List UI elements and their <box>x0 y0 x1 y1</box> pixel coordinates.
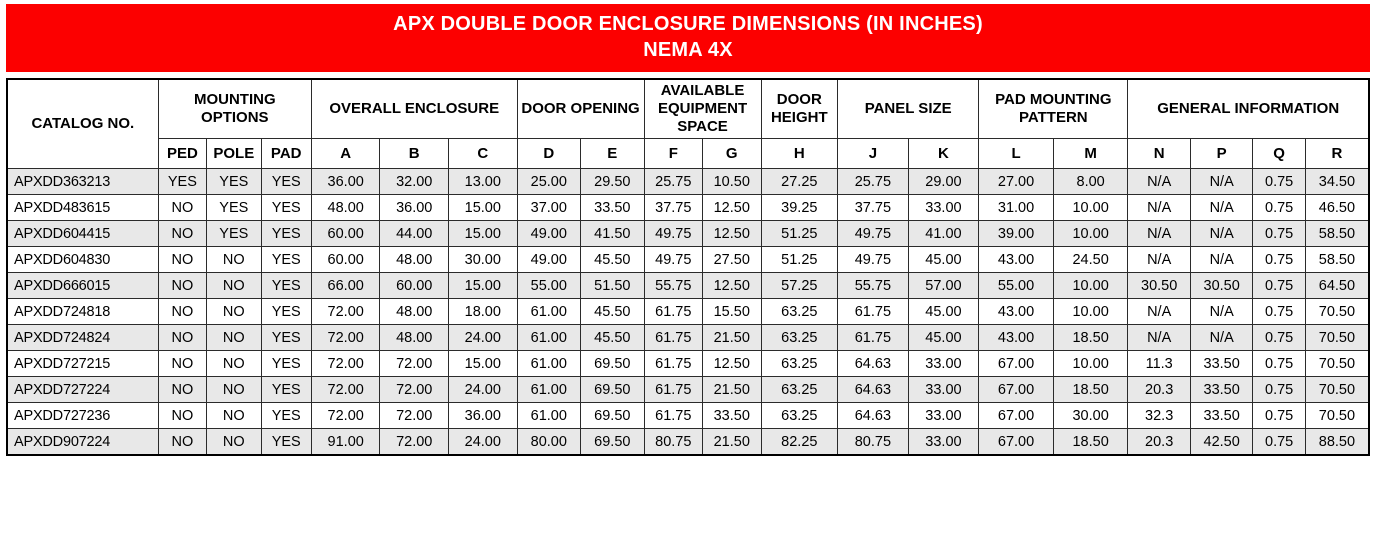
cell-g: 21.50 <box>703 377 761 403</box>
cell-c: 15.00 <box>449 195 518 221</box>
cell-d: 61.00 <box>517 403 581 429</box>
cell-catalog-no: APXDD483615 <box>7 195 158 221</box>
cell-j: 64.63 <box>838 351 909 377</box>
cell-n: 20.3 <box>1128 377 1191 403</box>
cell-f: 55.75 <box>644 273 702 299</box>
cell-p: 33.50 <box>1190 351 1253 377</box>
title-line-1: APX DOUBLE DOOR ENCLOSURE DIMENSIONS (IN INCHES) <box>393 13 983 35</box>
cell-r: 70.50 <box>1305 325 1369 351</box>
cell-p: N/A <box>1190 299 1253 325</box>
cell-a: 48.00 <box>311 195 380 221</box>
cell-g: 21.50 <box>703 429 761 456</box>
cell-n: 20.3 <box>1128 429 1191 456</box>
cell-k: 29.00 <box>908 169 979 195</box>
cell-l: 43.00 <box>979 299 1054 325</box>
cell-p: 42.50 <box>1190 429 1253 456</box>
cell-ped: NO <box>158 273 206 299</box>
cell-pole: NO <box>207 377 261 403</box>
cell-e: 41.50 <box>581 221 645 247</box>
cell-pad: YES <box>261 299 311 325</box>
cell-pad: YES <box>261 221 311 247</box>
cell-b: 72.00 <box>380 403 449 429</box>
cell-g: 21.50 <box>703 325 761 351</box>
cell-a: 72.00 <box>311 351 380 377</box>
cell-catalog-no: APXDD727236 <box>7 403 158 429</box>
cell-b: 48.00 <box>380 247 449 273</box>
cell-l: 31.00 <box>979 195 1054 221</box>
cell-e: 69.50 <box>581 429 645 456</box>
cell-c: 24.00 <box>449 429 518 456</box>
cell-c: 36.00 <box>449 403 518 429</box>
cell-p: N/A <box>1190 195 1253 221</box>
cell-m: 18.50 <box>1053 377 1128 403</box>
subheader-g: G <box>703 139 761 169</box>
cell-pole: NO <box>207 429 261 456</box>
cell-k: 33.00 <box>908 429 979 456</box>
subheader-l: L <box>979 139 1054 169</box>
cell-j: 37.75 <box>838 195 909 221</box>
cell-ped: NO <box>158 195 206 221</box>
cell-pole: YES <box>207 169 261 195</box>
cell-f: 61.75 <box>644 403 702 429</box>
cell-pad: YES <box>261 325 311 351</box>
cell-g: 12.50 <box>703 273 761 299</box>
cell-a: 36.00 <box>311 169 380 195</box>
cell-h: 63.25 <box>761 299 838 325</box>
subheader-r: R <box>1305 139 1369 169</box>
cell-pad: YES <box>261 403 311 429</box>
cell-h: 51.25 <box>761 247 838 273</box>
cell-m: 10.00 <box>1053 221 1128 247</box>
cell-h: 63.25 <box>761 351 838 377</box>
cell-a: 60.00 <box>311 247 380 273</box>
cell-ped: NO <box>158 221 206 247</box>
cell-k: 45.00 <box>908 299 979 325</box>
cell-f: 61.75 <box>644 325 702 351</box>
cell-a: 66.00 <box>311 273 380 299</box>
cell-pad: YES <box>261 429 311 456</box>
cell-pole: NO <box>207 351 261 377</box>
cell-pad: YES <box>261 247 311 273</box>
cell-k: 57.00 <box>908 273 979 299</box>
dimensions-table <box>6 78 1370 456</box>
cell-e: 45.50 <box>581 325 645 351</box>
cell-m: 30.00 <box>1053 403 1128 429</box>
cell-c: 24.00 <box>449 377 518 403</box>
table-row <box>7 377 1369 403</box>
subheader-e: E <box>581 139 645 169</box>
subheader-c: C <box>449 139 518 169</box>
cell-l: 39.00 <box>979 221 1054 247</box>
header-available-equipment-space: AVAILABLE EQUIPMENT SPACE <box>644 79 761 139</box>
cell-pole: NO <box>207 273 261 299</box>
cell-catalog-no: APXDD727215 <box>7 351 158 377</box>
subheader-j: J <box>838 139 909 169</box>
cell-h: 63.25 <box>761 325 838 351</box>
cell-pad: YES <box>261 195 311 221</box>
cell-j: 55.75 <box>838 273 909 299</box>
subheader-p: P <box>1190 139 1253 169</box>
cell-a: 72.00 <box>311 299 380 325</box>
cell-p: N/A <box>1190 221 1253 247</box>
cell-h: 82.25 <box>761 429 838 456</box>
cell-r: 70.50 <box>1305 351 1369 377</box>
cell-pole: NO <box>207 403 261 429</box>
cell-catalog-no: APXDD666015 <box>7 273 158 299</box>
cell-h: 63.25 <box>761 403 838 429</box>
cell-e: 51.50 <box>581 273 645 299</box>
cell-b: 48.00 <box>380 299 449 325</box>
cell-m: 10.00 <box>1053 351 1128 377</box>
title-banner <box>6 4 1370 72</box>
cell-q: 0.75 <box>1253 377 1305 403</box>
table-row <box>7 351 1369 377</box>
table-row <box>7 195 1369 221</box>
title-line-2: NEMA 4X <box>643 39 733 61</box>
cell-n: N/A <box>1128 247 1191 273</box>
table-row <box>7 273 1369 299</box>
cell-catalog-no: APXDD724818 <box>7 299 158 325</box>
cell-j: 80.75 <box>838 429 909 456</box>
cell-n: 32.3 <box>1128 403 1191 429</box>
table-row <box>7 429 1369 456</box>
cell-d: 55.00 <box>517 273 581 299</box>
cell-m: 10.00 <box>1053 273 1128 299</box>
cell-pole: YES <box>207 195 261 221</box>
subheader-pole: POLE <box>207 139 261 169</box>
cell-q: 0.75 <box>1253 403 1305 429</box>
cell-pad: YES <box>261 169 311 195</box>
header-catalog-no: CATALOG NO. <box>7 79 158 169</box>
cell-ped: NO <box>158 429 206 456</box>
cell-c: 13.00 <box>449 169 518 195</box>
cell-d: 49.00 <box>517 247 581 273</box>
cell-e: 29.50 <box>581 169 645 195</box>
cell-f: 49.75 <box>644 247 702 273</box>
cell-m: 18.50 <box>1053 325 1128 351</box>
subheader-n: N <box>1128 139 1191 169</box>
header-door-opening: DOOR OPENING <box>517 79 644 139</box>
cell-k: 33.00 <box>908 403 979 429</box>
cell-b: 36.00 <box>380 195 449 221</box>
subheader-pad: PAD <box>261 139 311 169</box>
cell-g: 10.50 <box>703 169 761 195</box>
header-door-height: DOOR HEIGHT <box>761 79 838 139</box>
cell-a: 60.00 <box>311 221 380 247</box>
cell-q: 0.75 <box>1253 273 1305 299</box>
cell-b: 48.00 <box>380 325 449 351</box>
cell-f: 61.75 <box>644 351 702 377</box>
cell-n: N/A <box>1128 221 1191 247</box>
cell-r: 58.50 <box>1305 221 1369 247</box>
cell-g: 12.50 <box>703 351 761 377</box>
cell-c: 15.00 <box>449 351 518 377</box>
cell-b: 32.00 <box>380 169 449 195</box>
cell-ped: NO <box>158 403 206 429</box>
table-row <box>7 403 1369 429</box>
cell-k: 45.00 <box>908 325 979 351</box>
cell-q: 0.75 <box>1253 325 1305 351</box>
cell-e: 33.50 <box>581 195 645 221</box>
cell-c: 24.00 <box>449 325 518 351</box>
cell-r: 70.50 <box>1305 403 1369 429</box>
header-panel-size: PANEL SIZE <box>838 79 979 139</box>
cell-p: 33.50 <box>1190 377 1253 403</box>
cell-h: 27.25 <box>761 169 838 195</box>
cell-l: 27.00 <box>979 169 1054 195</box>
cell-f: 61.75 <box>644 377 702 403</box>
cell-n: N/A <box>1128 325 1191 351</box>
cell-d: 61.00 <box>517 351 581 377</box>
cell-pole: YES <box>207 221 261 247</box>
subheader-ped: PED <box>158 139 206 169</box>
cell-m: 24.50 <box>1053 247 1128 273</box>
subheader-d: D <box>517 139 581 169</box>
cell-h: 39.25 <box>761 195 838 221</box>
cell-d: 61.00 <box>517 377 581 403</box>
cell-ped: NO <box>158 299 206 325</box>
cell-pole: NO <box>207 325 261 351</box>
datasheet-page <box>0 4 1376 540</box>
sub-header-row <box>7 139 1369 169</box>
cell-g: 27.50 <box>703 247 761 273</box>
cell-n: N/A <box>1128 195 1191 221</box>
header-overall-enclosure: OVERALL ENCLOSURE <box>311 79 517 139</box>
table-body <box>7 169 1369 456</box>
group-header-row <box>7 79 1369 139</box>
cell-p: 30.50 <box>1190 273 1253 299</box>
cell-f: 37.75 <box>644 195 702 221</box>
cell-n: 30.50 <box>1128 273 1191 299</box>
cell-l: 67.00 <box>979 429 1054 456</box>
cell-f: 80.75 <box>644 429 702 456</box>
subheader-b: B <box>380 139 449 169</box>
cell-q: 0.75 <box>1253 351 1305 377</box>
cell-f: 61.75 <box>644 299 702 325</box>
table-row <box>7 247 1369 273</box>
cell-r: 64.50 <box>1305 273 1369 299</box>
cell-f: 25.75 <box>644 169 702 195</box>
cell-g: 12.50 <box>703 195 761 221</box>
cell-p: N/A <box>1190 247 1253 273</box>
cell-l: 67.00 <box>979 377 1054 403</box>
cell-catalog-no: APXDD604415 <box>7 221 158 247</box>
cell-b: 44.00 <box>380 221 449 247</box>
cell-pad: YES <box>261 377 311 403</box>
cell-catalog-no: APXDD727224 <box>7 377 158 403</box>
cell-c: 15.00 <box>449 221 518 247</box>
cell-k: 33.00 <box>908 351 979 377</box>
cell-e: 69.50 <box>581 351 645 377</box>
cell-j: 61.75 <box>838 325 909 351</box>
cell-k: 41.00 <box>908 221 979 247</box>
cell-c: 30.00 <box>449 247 518 273</box>
cell-m: 18.50 <box>1053 429 1128 456</box>
header-general-information: GENERAL INFORMATION <box>1128 79 1369 139</box>
cell-q: 0.75 <box>1253 429 1305 456</box>
cell-l: 43.00 <box>979 247 1054 273</box>
cell-r: 46.50 <box>1305 195 1369 221</box>
subheader-k: K <box>908 139 979 169</box>
cell-j: 25.75 <box>838 169 909 195</box>
cell-m: 8.00 <box>1053 169 1128 195</box>
cell-ped: YES <box>158 169 206 195</box>
cell-h: 63.25 <box>761 377 838 403</box>
cell-a: 72.00 <box>311 325 380 351</box>
cell-ped: NO <box>158 351 206 377</box>
cell-e: 45.50 <box>581 247 645 273</box>
cell-b: 60.00 <box>380 273 449 299</box>
cell-k: 33.00 <box>908 195 979 221</box>
cell-catalog-no: APXDD907224 <box>7 429 158 456</box>
cell-r: 70.50 <box>1305 299 1369 325</box>
cell-c: 15.00 <box>449 273 518 299</box>
cell-h: 57.25 <box>761 273 838 299</box>
cell-q: 0.75 <box>1253 169 1305 195</box>
cell-m: 10.00 <box>1053 195 1128 221</box>
cell-d: 25.00 <box>517 169 581 195</box>
cell-ped: NO <box>158 247 206 273</box>
cell-a: 72.00 <box>311 377 380 403</box>
cell-p: N/A <box>1190 169 1253 195</box>
table-row <box>7 221 1369 247</box>
cell-d: 61.00 <box>517 299 581 325</box>
cell-g: 33.50 <box>703 403 761 429</box>
cell-j: 49.75 <box>838 221 909 247</box>
cell-catalog-no: APXDD363213 <box>7 169 158 195</box>
cell-k: 33.00 <box>908 377 979 403</box>
cell-g: 15.50 <box>703 299 761 325</box>
cell-catalog-no: APXDD604830 <box>7 247 158 273</box>
cell-pole: NO <box>207 247 261 273</box>
cell-p: 33.50 <box>1190 403 1253 429</box>
cell-r: 70.50 <box>1305 377 1369 403</box>
cell-j: 61.75 <box>838 299 909 325</box>
cell-pole: NO <box>207 299 261 325</box>
cell-a: 91.00 <box>311 429 380 456</box>
cell-d: 61.00 <box>517 325 581 351</box>
cell-q: 0.75 <box>1253 299 1305 325</box>
cell-r: 58.50 <box>1305 247 1369 273</box>
subheader-q: Q <box>1253 139 1305 169</box>
cell-f: 49.75 <box>644 221 702 247</box>
cell-catalog-no: APXDD724824 <box>7 325 158 351</box>
cell-r: 88.50 <box>1305 429 1369 456</box>
cell-n: 11.3 <box>1128 351 1191 377</box>
cell-b: 72.00 <box>380 377 449 403</box>
cell-l: 67.00 <box>979 351 1054 377</box>
cell-e: 69.50 <box>581 403 645 429</box>
cell-r: 34.50 <box>1305 169 1369 195</box>
cell-pad: YES <box>261 273 311 299</box>
subheader-m: M <box>1053 139 1128 169</box>
cell-k: 45.00 <box>908 247 979 273</box>
cell-e: 45.50 <box>581 299 645 325</box>
cell-b: 72.00 <box>380 351 449 377</box>
cell-h: 51.25 <box>761 221 838 247</box>
cell-ped: NO <box>158 377 206 403</box>
cell-m: 10.00 <box>1053 299 1128 325</box>
cell-l: 43.00 <box>979 325 1054 351</box>
cell-ped: NO <box>158 325 206 351</box>
cell-a: 72.00 <box>311 403 380 429</box>
header-pad-mounting-pattern: PAD MOUNTING PATTERN <box>979 79 1128 139</box>
cell-l: 67.00 <box>979 403 1054 429</box>
cell-e: 69.50 <box>581 377 645 403</box>
subheader-h: H <box>761 139 838 169</box>
table-row <box>7 169 1369 195</box>
table-head <box>7 79 1369 169</box>
cell-j: 49.75 <box>838 247 909 273</box>
table-row <box>7 325 1369 351</box>
cell-n: N/A <box>1128 299 1191 325</box>
cell-n: N/A <box>1128 169 1191 195</box>
cell-pad: YES <box>261 351 311 377</box>
cell-q: 0.75 <box>1253 195 1305 221</box>
cell-j: 64.63 <box>838 377 909 403</box>
header-mounting-options: MOUNTING OPTIONS <box>158 79 311 139</box>
cell-d: 49.00 <box>517 221 581 247</box>
subheader-a: A <box>311 139 380 169</box>
table-row <box>7 299 1369 325</box>
cell-b: 72.00 <box>380 429 449 456</box>
cell-q: 0.75 <box>1253 221 1305 247</box>
cell-l: 55.00 <box>979 273 1054 299</box>
cell-q: 0.75 <box>1253 247 1305 273</box>
cell-d: 37.00 <box>517 195 581 221</box>
cell-j: 64.63 <box>838 403 909 429</box>
cell-d: 80.00 <box>517 429 581 456</box>
subheader-f: F <box>644 139 702 169</box>
cell-g: 12.50 <box>703 221 761 247</box>
cell-p: N/A <box>1190 325 1253 351</box>
cell-c: 18.00 <box>449 299 518 325</box>
